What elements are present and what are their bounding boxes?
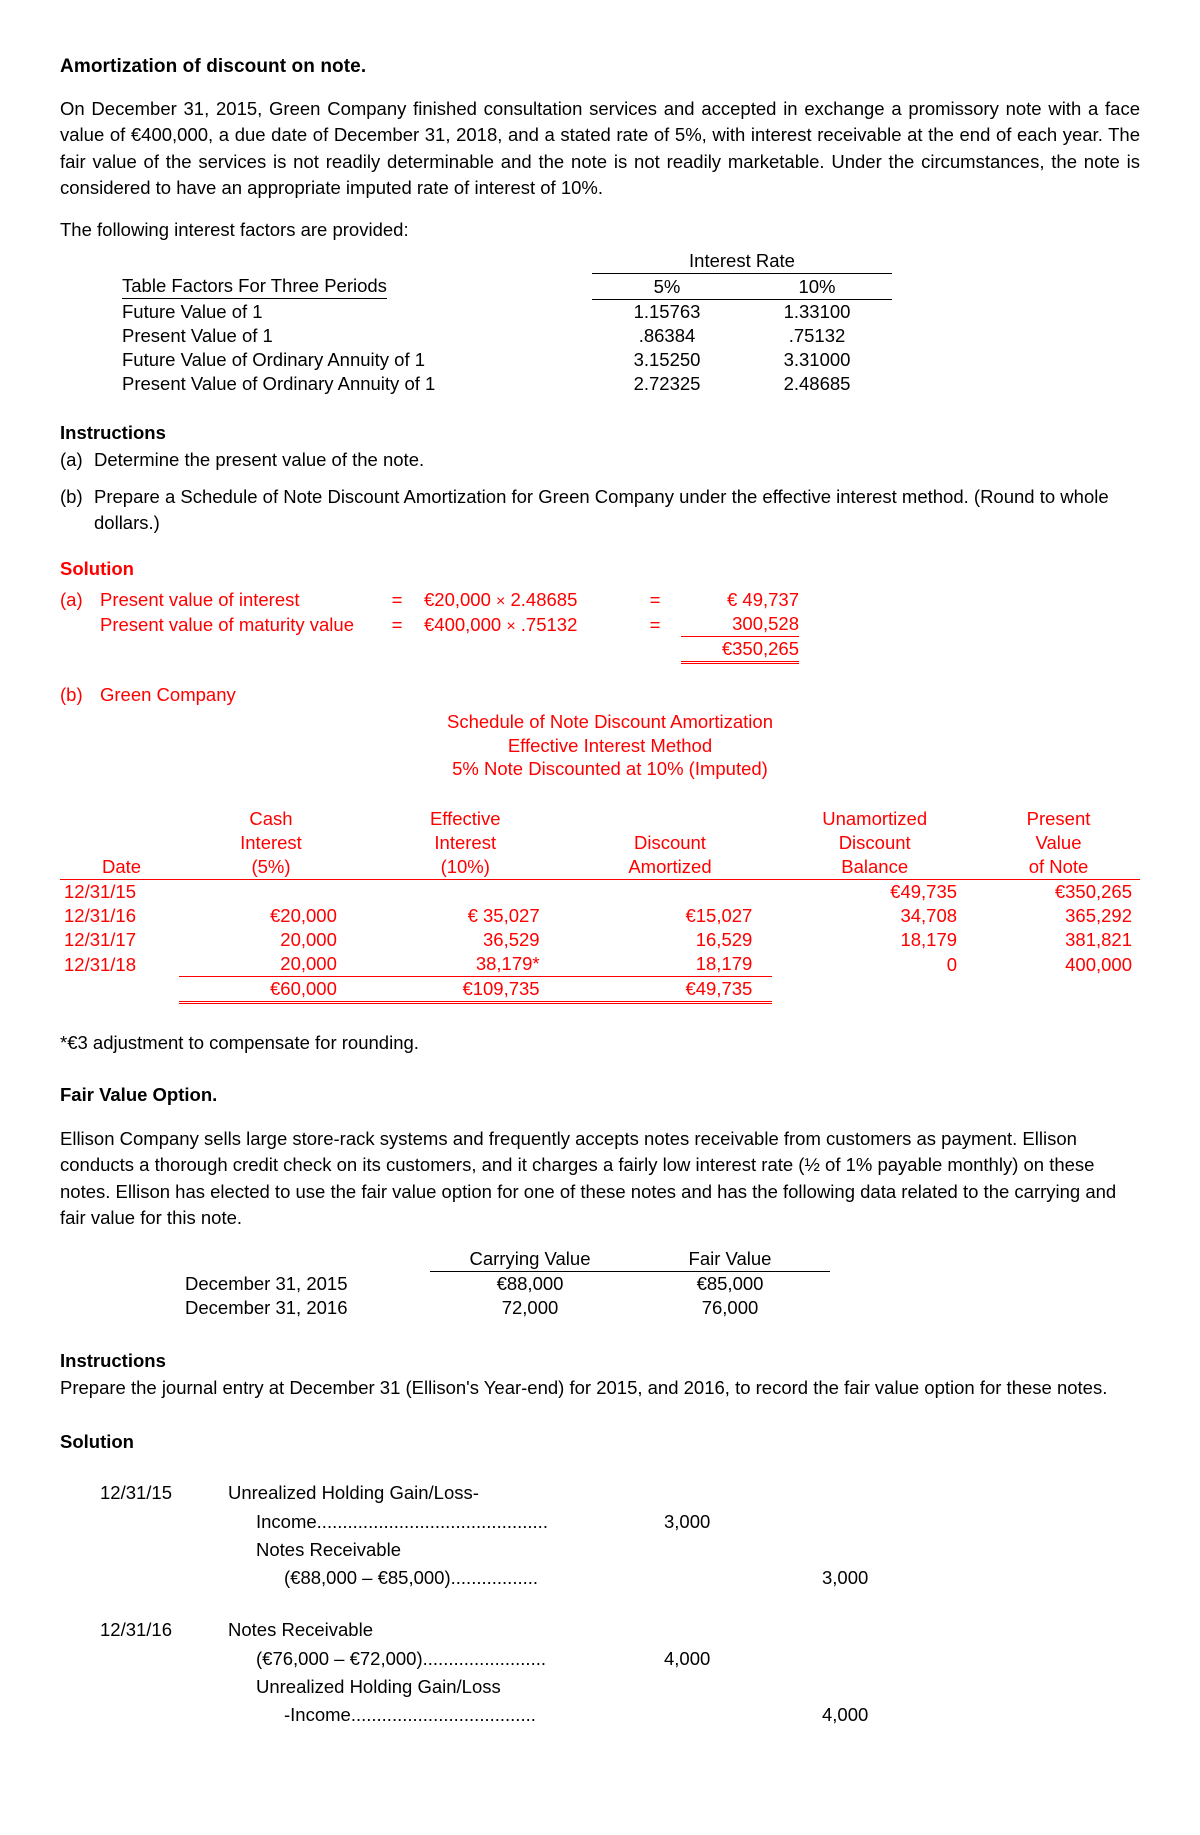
- calc-equals-2: =: [649, 589, 661, 610]
- calc-amount: € 49,737: [726, 589, 799, 610]
- factor-label: Future Value of Ordinary Annuity of 1: [122, 349, 426, 371]
- schedule-header-row-3: [60, 855, 1140, 880]
- row-discount-amortized: 16,529: [695, 929, 753, 951]
- journal-credit: 3,000: [822, 1567, 869, 1589]
- value-row-label: December 31, 2015: [185, 1273, 348, 1295]
- journal-entry-line: [100, 1616, 952, 1644]
- total-cash-interest: €60,000: [179, 977, 363, 1003]
- header-discount-amortized-l3: Amortized: [568, 855, 773, 880]
- journal-account: Income.............................................: [256, 1510, 548, 1532]
- factors-col-5: 5%: [592, 274, 742, 300]
- journal-debit: 3,000: [664, 1510, 711, 1532]
- journal-debit: [654, 1479, 794, 1507]
- schedule-company-name: Green Company: [100, 684, 236, 705]
- calc-operand-a: €20,000: [424, 589, 491, 610]
- value-row-fair: 76,000: [701, 1297, 759, 1319]
- journal-credit: [794, 1479, 952, 1507]
- journal-entry-line: [100, 1479, 952, 1507]
- header-discount-amortized-l2: Discount: [633, 832, 706, 854]
- factors-col-10: 10%: [742, 274, 892, 300]
- table-row-total: [60, 637, 799, 663]
- journal-debit: [654, 1564, 794, 1592]
- journal-account: Unrealized Holding Gain/Loss-: [228, 1482, 479, 1504]
- journal-entry-date: 12/31/16: [100, 1619, 173, 1641]
- problem-2-paragraph: Ellison Company sells large store-rack systems and frequently accepts notes receivable from customers as payment. Ellison conducts a thorough credit check on its customers, and it charges a fairly low interest rate (½ of 1% payable monthly) on these notes. Ellison has elected to use the fair value option for one of these notes and has the following data related to the carrying and fair value for this note.: [60, 1128, 1117, 1228]
- header-present-value-l1: Present: [1026, 808, 1091, 830]
- problem-1-solution-title: Solution: [60, 558, 134, 579]
- schedule-title-line-1: Schedule of Note Discount Amortization: [447, 711, 773, 732]
- schedule-title-line-2: Effective Interest Method: [507, 734, 713, 756]
- interest-factors-table: [122, 249, 892, 396]
- header-present-value-l3: of Note: [977, 855, 1140, 880]
- problem-2-title: Fair Value Option.: [60, 1084, 218, 1106]
- journal-account: Unrealized Holding Gain/Loss: [256, 1675, 501, 1697]
- table-row: [60, 904, 1140, 928]
- table-row: [60, 880, 1140, 905]
- note-discount-amortization-table: [60, 807, 1140, 1004]
- total-effective-interest: €109,735: [363, 977, 568, 1003]
- journal-entries-table: [100, 1479, 952, 1729]
- table-row: [185, 1272, 830, 1297]
- problem-1-instructions-title: Instructions: [60, 422, 166, 444]
- factor-value-5: .86384: [638, 325, 696, 347]
- journal-debit: 4,000: [664, 1647, 711, 1669]
- header-unamortized-l3: Balance: [772, 855, 977, 880]
- schedule-header-row-2: [60, 831, 1140, 855]
- schedule-title-line-3: 5% Note Discounted at 10% (Imputed): [452, 758, 768, 780]
- factor-value-5: 2.72325: [633, 373, 701, 395]
- row-discount-amortized: [568, 880, 773, 905]
- row-present-value: 365,292: [1065, 905, 1132, 927]
- table-row: [60, 928, 1140, 952]
- factors-column-header-row: [122, 274, 892, 300]
- header-cash-interest-l1: Cash: [249, 808, 293, 830]
- row-cash-interest: 20,000: [179, 952, 363, 977]
- row-unamortized-balance: €49,735: [890, 881, 958, 903]
- header-discount-amortized-l1: [568, 807, 773, 831]
- schedule-titles: [60, 710, 1140, 781]
- row-present-value: 381,821: [1065, 929, 1132, 951]
- interest-factors-table-wrap: [60, 249, 1140, 396]
- journal-debit: [654, 1536, 794, 1564]
- factors-col-label: Table Factors For Three Periods: [122, 275, 387, 299]
- value-row-carrying: 72,000: [501, 1297, 559, 1319]
- table-row: [60, 952, 1140, 977]
- table-row: [122, 372, 892, 396]
- header-carrying-value: Carrying Value: [430, 1247, 630, 1272]
- value-row-carrying: €88,000: [496, 1273, 564, 1295]
- calc-label: Present value of interest: [100, 589, 300, 610]
- header-present-value-l2: Value: [1035, 832, 1082, 854]
- instruction-text: Determine the present value of the note.: [94, 449, 425, 471]
- journal-account: -Income....................................: [284, 1704, 536, 1726]
- journal-account: Notes Receivable: [256, 1538, 401, 1560]
- row-effective-interest: 38,179*: [363, 952, 568, 977]
- calc-operand-b: .75132: [520, 613, 578, 635]
- row-effective-interest: € 35,027: [467, 905, 540, 927]
- row-date: 12/31/16: [64, 905, 137, 927]
- journal-credit: [794, 1645, 952, 1673]
- value-table-header-row: [185, 1247, 830, 1272]
- row-date: 12/31/18: [64, 953, 137, 975]
- table-row: [185, 1296, 830, 1320]
- table-row: [60, 612, 799, 637]
- header-date: Date: [60, 855, 179, 880]
- row-date: 12/31/17: [64, 929, 137, 951]
- solution-b-marker: (b): [60, 684, 83, 705]
- table-row: [122, 348, 892, 372]
- table-row: [60, 588, 799, 612]
- problem-2-instructions-title: Instructions: [60, 1350, 166, 1372]
- multiply-sign: ×: [506, 617, 516, 635]
- journal-account: Notes Receivable: [228, 1619, 373, 1641]
- header-effective-interest-l3: (10%): [363, 855, 568, 880]
- journal-credit: [794, 1616, 952, 1644]
- row-discount-amortized: €15,027: [685, 905, 753, 927]
- row-discount-amortized: 18,179: [568, 952, 773, 977]
- rounding-footnote: *€3 adjustment to compensate for rounding.: [60, 1032, 419, 1054]
- row-unamortized-balance: 18,179: [900, 929, 958, 951]
- row-effective-interest: 36,529: [483, 929, 540, 951]
- solution-a-marker: (a): [60, 589, 83, 610]
- instruction-marker: (b): [60, 486, 83, 508]
- header-fair-value: Fair Value: [630, 1247, 830, 1272]
- factors-intro: The following interest factors are provided:: [60, 219, 409, 241]
- instruction-marker: (a): [60, 449, 83, 471]
- problem-2-solution-title: Solution: [60, 1431, 134, 1453]
- solution-a-calculation: [60, 588, 799, 664]
- problem-1-title: Amortization of discount on note.: [60, 56, 367, 77]
- total-discount-amortized: €49,735: [568, 977, 773, 1003]
- journal-entry-line: [100, 1564, 952, 1592]
- value-row-label: December 31, 2016: [185, 1297, 348, 1319]
- factor-value-5: 1.15763: [633, 301, 701, 323]
- factors-group-header: Interest Rate: [592, 249, 892, 274]
- instruction-item-b: [60, 484, 1140, 536]
- solution-b-company-row: [60, 684, 1140, 706]
- factor-value-10: 2.48685: [783, 373, 851, 395]
- factor-label: Present Value of Ordinary Annuity of 1: [122, 373, 436, 395]
- value-row-fair: €85,000: [696, 1273, 764, 1295]
- journal-entry-date: 12/31/15: [100, 1482, 173, 1504]
- factor-label: Future Value of 1: [122, 301, 263, 323]
- factor-value-10: 3.31000: [783, 349, 851, 371]
- journal-entry-line: [100, 1673, 952, 1701]
- table-row: [122, 300, 892, 325]
- multiply-sign: ×: [496, 593, 506, 610]
- journal-entry-line: [100, 1536, 952, 1564]
- journal-entry-line: [100, 1701, 952, 1729]
- calc-expression: [424, 588, 629, 612]
- journal-account: (€76,000 – €72,000)........................: [256, 1647, 546, 1669]
- journal-spacer: [100, 1592, 952, 1616]
- calc-operand-b: 2.48685: [510, 589, 578, 610]
- calc-equals-2: =: [649, 613, 661, 635]
- header-effective-interest-l1: Effective: [429, 808, 501, 830]
- journal-debit: [654, 1673, 794, 1701]
- factor-label: Present Value of 1: [122, 325, 273, 347]
- factors-group-header-row: [122, 249, 892, 274]
- factor-value-10: .75132: [788, 325, 846, 347]
- journal-credit: [794, 1536, 952, 1564]
- row-cash-interest: €20,000: [270, 905, 337, 927]
- carrying-fair-value-table: [185, 1247, 830, 1320]
- calc-operand-a: €400,000: [424, 613, 502, 635]
- calc-equals: =: [391, 613, 403, 635]
- journal-credit: [794, 1508, 952, 1536]
- journal-entry-line: [100, 1645, 952, 1673]
- problem-2-instructions-text: Prepare the journal entry at December 31 (Ellison's Year-end) for 2015, and 2016, to record the fair value option for these notes.: [60, 1377, 1108, 1399]
- journal-credit: [794, 1673, 952, 1701]
- instruction-item-a: [60, 447, 1140, 473]
- journal-account: (€88,000 – €85,000).................: [284, 1567, 539, 1589]
- header-unamortized-l1: Unamortized: [822, 808, 928, 830]
- calc-label: Present value of maturity value: [100, 613, 354, 635]
- row-unamortized-balance: 0: [946, 953, 958, 975]
- journal-debit: [654, 1701, 794, 1729]
- row-date: 12/31/15: [64, 881, 137, 903]
- header-unamortized-l2: Discount: [838, 832, 911, 854]
- instruction-text: Prepare a Schedule of Note Discount Amortization for Green Company under the effective interest method. (Round to whole dollars.): [94, 486, 1109, 534]
- row-unamortized-balance: 34,708: [900, 905, 958, 927]
- header-cash-interest-l3: (5%): [179, 855, 363, 880]
- calc-amount: 300,528: [681, 612, 799, 637]
- journal-entry-line: [100, 1508, 952, 1536]
- schedule-header-row-1: [60, 807, 1140, 831]
- calc-total: €350,265: [681, 637, 799, 663]
- row-present-value: 400,000: [1065, 953, 1132, 975]
- table-row: [122, 324, 892, 348]
- calc-expression: [424, 612, 629, 637]
- header-cash-interest-l2: Interest: [240, 832, 302, 854]
- row-effective-interest: [363, 880, 568, 905]
- header-effective-interest-l2: Interest: [434, 832, 497, 854]
- factor-value-10: 1.33100: [783, 301, 851, 323]
- calc-equals: =: [391, 589, 403, 610]
- journal-credit: 4,000: [822, 1704, 869, 1726]
- factor-value-5: 3.15250: [633, 349, 701, 371]
- row-present-value: €350,265: [1054, 881, 1132, 903]
- row-cash-interest: 20,000: [280, 929, 337, 951]
- row-cash-interest: [179, 880, 363, 905]
- table-row-totals: [60, 977, 1140, 1003]
- journal-debit: [654, 1616, 794, 1644]
- problem-1-paragraph: On December 31, 2015, Green Company finished consultation services and accepted in exchange a promissory note with a face value of €400,000, a due date of December 31, 2018, and a stated rate of 5%, with interest receivable at the end of each year. The fair value of the services is not readily determinable and the note is not readily marketable. Under the circumstances, the note is considered to have an appropriate imputed rate of interest of 10%.: [60, 98, 1140, 198]
